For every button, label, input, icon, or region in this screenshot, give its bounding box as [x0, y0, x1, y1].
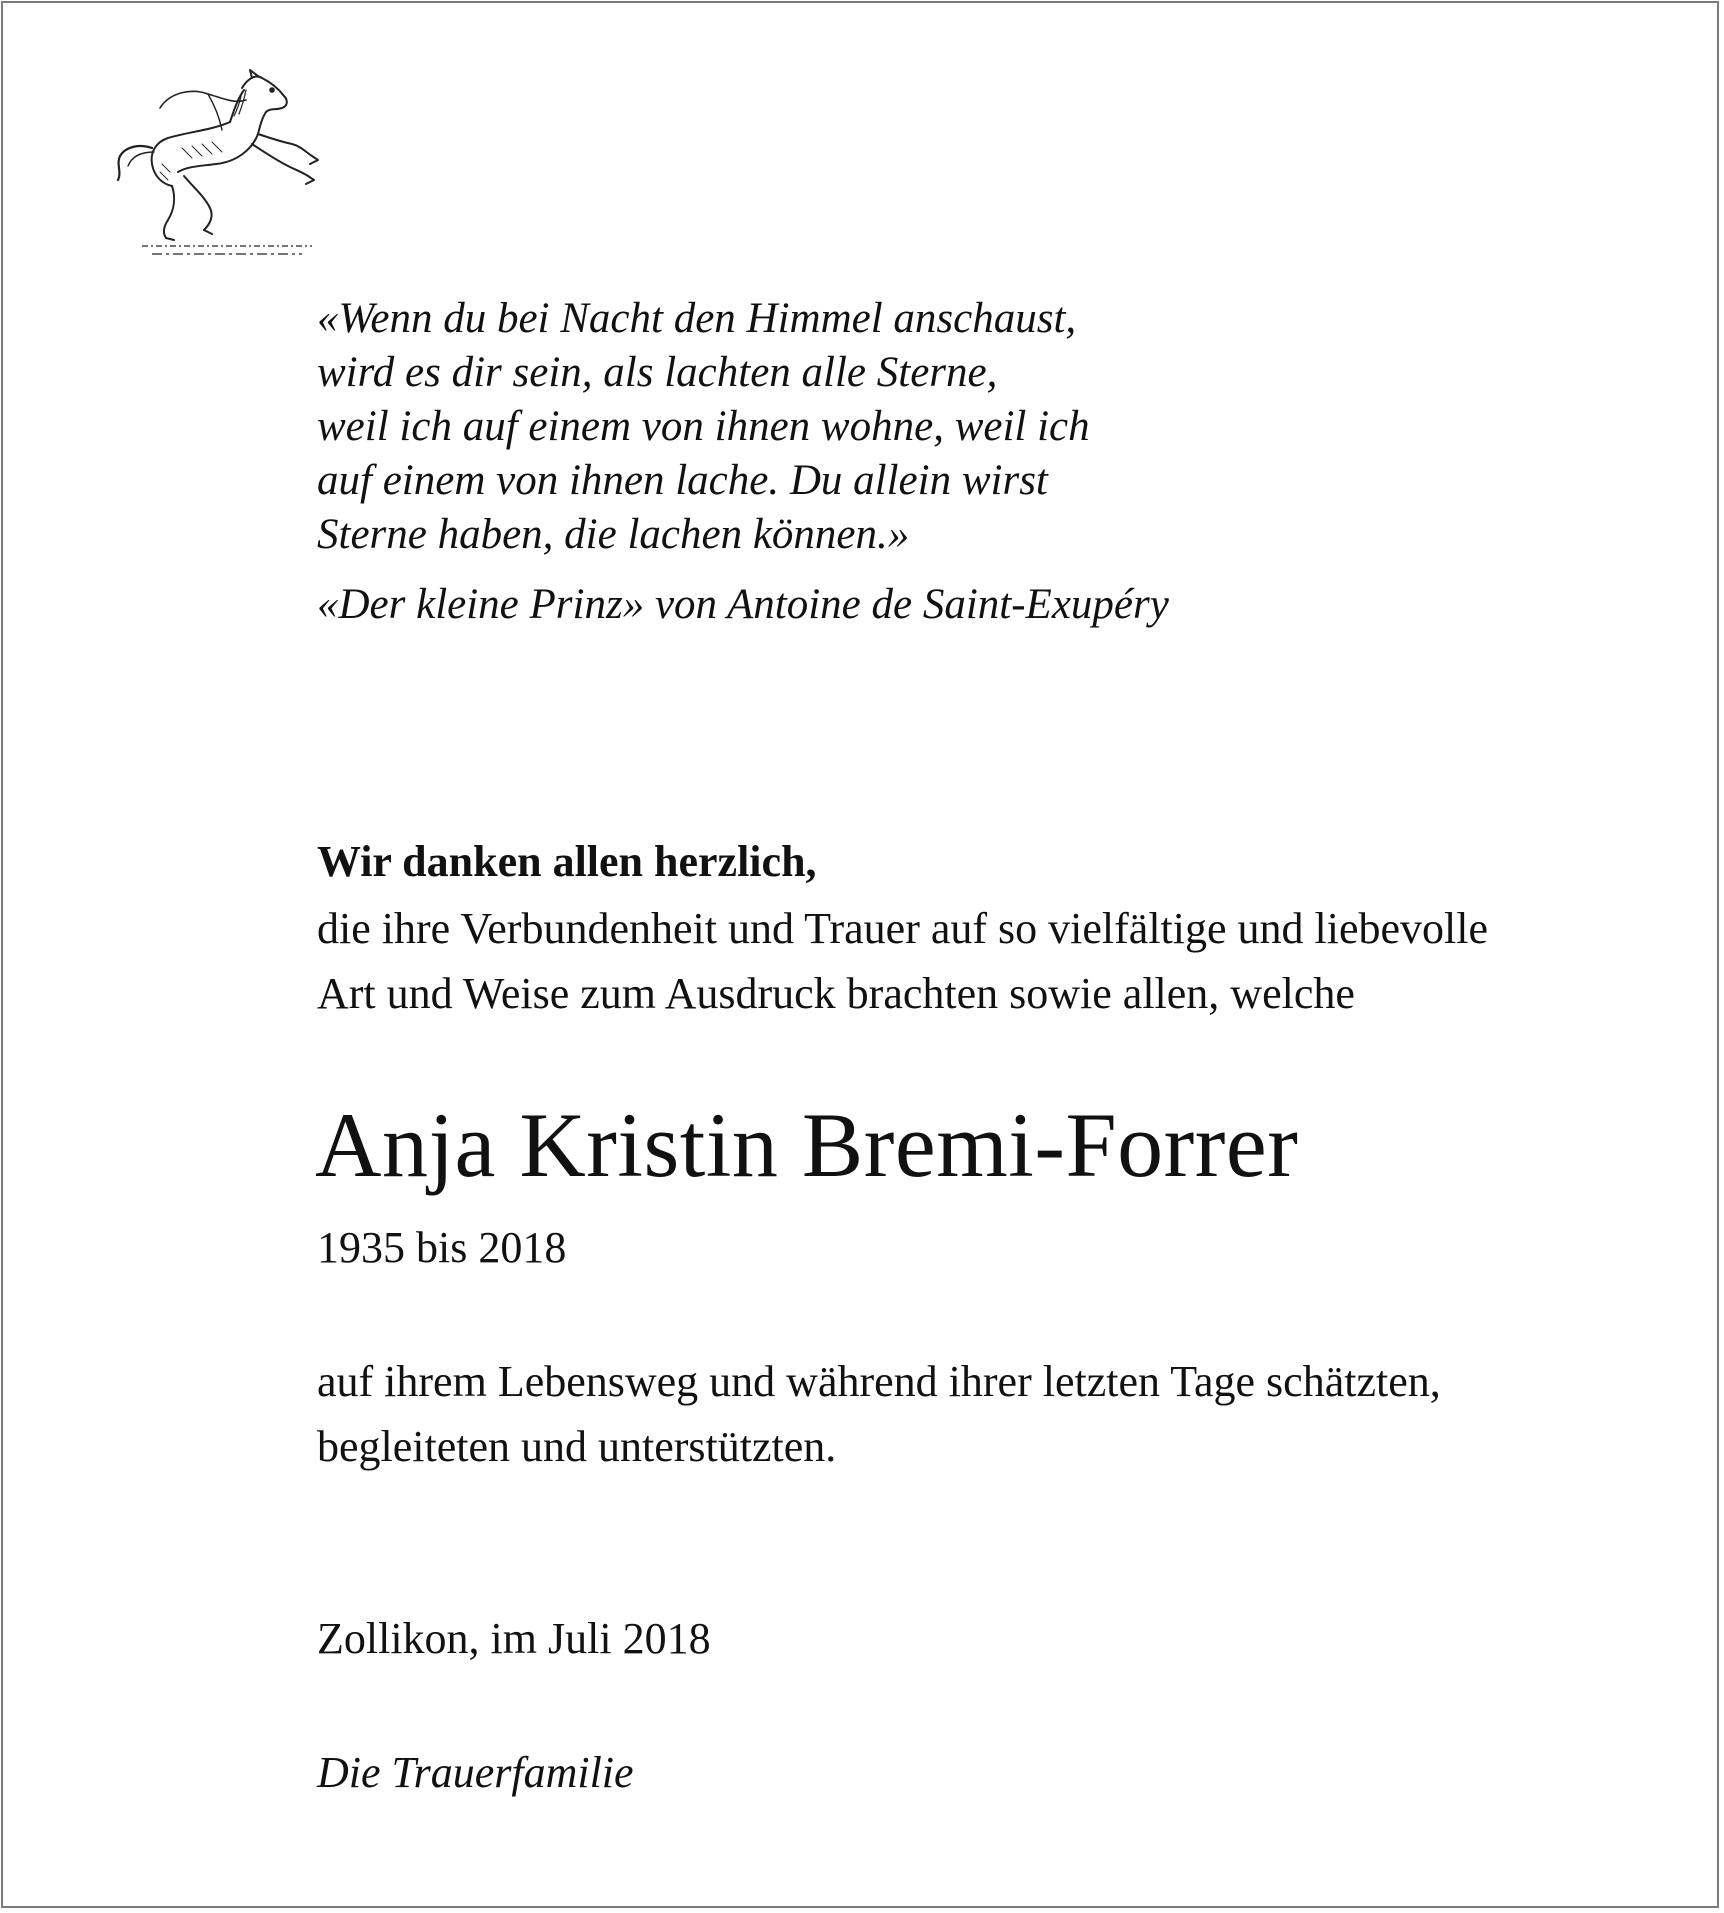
- quote-line: «Wenn du bei Nacht den Himmel anschaust,: [317, 295, 1077, 342]
- closing-text: [317, 1349, 1441, 1479]
- life-years: 1935 bis 2018: [317, 1223, 567, 1272]
- thanks-line: Art und Weise zum Ausdruck brachten sowie allen, welche: [317, 969, 1355, 1018]
- quote: [317, 292, 1417, 562]
- quote-line: auf einem von ihnen lache. Du allein wirst: [317, 457, 1048, 504]
- signature: Die Trauerfamilie: [317, 1748, 634, 1797]
- closing-line: auf ihrem Lebensweg und während ihrer letzten Tage schätzten,: [317, 1357, 1441, 1406]
- thanks-heading: Wir danken allen herzlich,: [317, 837, 817, 886]
- quote-line: weil ich auf einem von ihnen wohne, weil ich: [317, 403, 1090, 450]
- rearing-horse-icon: [112, 68, 332, 260]
- thanks-text: [317, 896, 1488, 1026]
- thanks-line: die ihre Verbundenheit und Trauer auf so vielfältige und liebevolle: [317, 904, 1489, 953]
- closing-line: begleiteten und unterstützten.: [317, 1422, 837, 1471]
- quote-line: wird es dir sein, als lachten alle Sterne,: [317, 349, 998, 396]
- place-date: Zollikon, im Juli 2018: [317, 1614, 711, 1663]
- deceased-name: Anja Kristin Bremi-Forrer: [315, 1094, 1299, 1196]
- quote-line: Sterne haben, die lachen können.»: [317, 511, 910, 558]
- quote-source: «Der kleine Prinz» von Antoine de Saint-Exupéry: [317, 581, 1169, 628]
